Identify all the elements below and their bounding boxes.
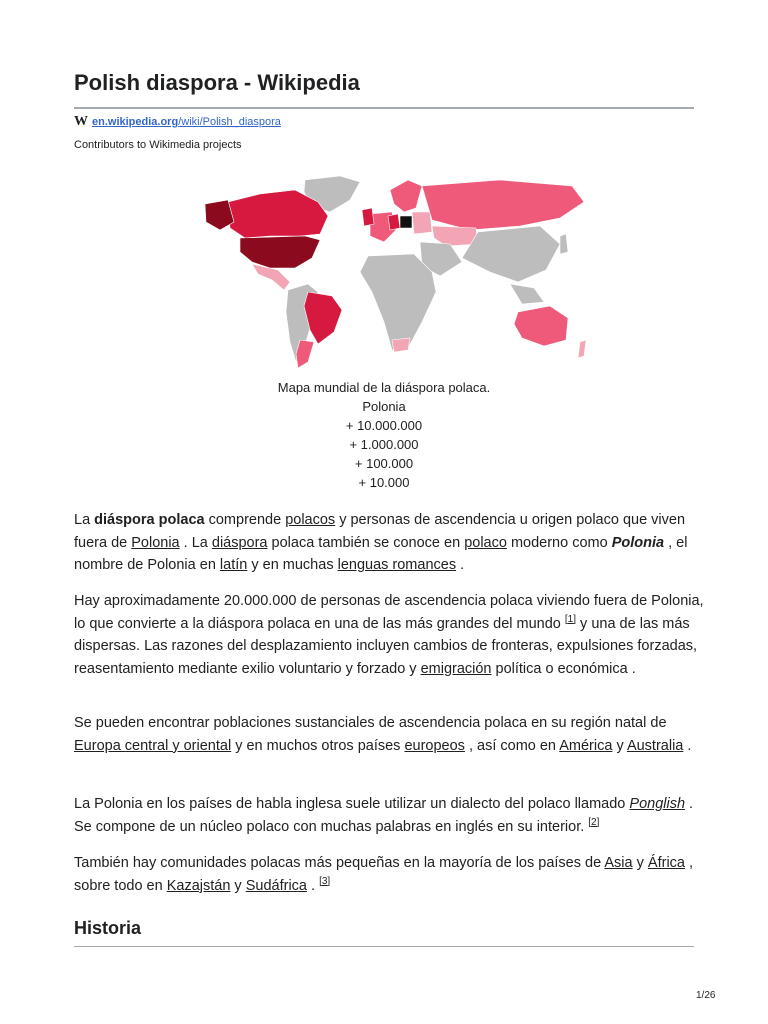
- link-kazajstan[interactable]: Kazajstán: [166, 877, 231, 894]
- paragraph-asia-africa: [74, 852, 704, 897]
- bold-term: diáspora polaca: [94, 512, 205, 528]
- map-southeast-asia: [510, 284, 544, 304]
- text: Se pueden encontrar poblaciones sustanciales de ascendencia polaca en su región natal de: [74, 715, 667, 731]
- link-africa[interactable]: África: [647, 855, 685, 871]
- text: , el nombre de Polonia en: [74, 534, 688, 573]
- link-america[interactable]: América: [559, 737, 613, 754]
- text: . La: [179, 534, 212, 551]
- link-polacos[interactable]: polacos: [285, 512, 336, 528]
- section-heading-historia: Historia: [74, 918, 142, 938]
- link-lenguas-romances[interactable]: lenguas romances: [337, 557, 457, 573]
- link-polonia[interactable]: Polonia: [131, 534, 180, 551]
- link-ponglish[interactable]: Ponglish: [629, 796, 686, 812]
- text: y en muchas: [247, 557, 338, 573]
- text: También hay comunidades polacas más pequeñas en la mayoría de los países de: [74, 855, 605, 871]
- map-argentina: [296, 340, 314, 368]
- paragraph-population: [74, 590, 704, 680]
- legend-10m: + 10.000.000: [345, 418, 423, 433]
- link-emigracion[interactable]: emigración: [420, 660, 492, 677]
- map-new-zealand: [578, 340, 586, 358]
- text: y una de las más dispersas. Las razones del desplazamiento incluyen cambios de fronteras, expulsiones forzadas, reasentamiento mediante exilio voluntario y forzado y: [74, 615, 698, 677]
- text: .: [683, 737, 692, 754]
- legend-100k: + 100.000: [354, 456, 414, 471]
- link-latin[interactable]: latín: [219, 557, 248, 573]
- link-sudafrica[interactable]: Sudáfrica: [245, 877, 307, 894]
- legend-10k: + 10.000: [358, 475, 410, 490]
- map-germany: [388, 214, 400, 230]
- section-divider: [74, 946, 694, 947]
- map-australia: [514, 306, 568, 346]
- paragraph-ponglish: [74, 793, 704, 838]
- bold-italic-term: Polonia: [611, 534, 665, 551]
- title-divider: [74, 107, 694, 109]
- reference-1[interactable]: [1]: [564, 613, 577, 625]
- source-path-link[interactable]: /wiki/Polish_diaspora: [178, 116, 281, 128]
- text: y: [230, 877, 246, 894]
- text: y personas de ascendencia u origen polaco que viven fuera de: [74, 512, 686, 551]
- source-domain-link[interactable]: en.wikipedia.org: [92, 116, 179, 128]
- world-map-image: [200, 172, 590, 372]
- map-uk: [362, 208, 374, 226]
- link-australia[interactable]: Australia: [626, 737, 684, 754]
- legend-1m: + 1.000.000: [349, 437, 419, 452]
- text: .: [456, 557, 465, 573]
- text: y: [632, 855, 648, 871]
- paragraph-intro: [74, 509, 704, 577]
- reference-3[interactable]: [3]: [319, 875, 331, 887]
- text: La: [74, 512, 95, 528]
- reference-2[interactable]: [2]: [588, 816, 600, 828]
- text: , sobre todo en: [74, 855, 694, 894]
- link-polaco[interactable]: polaco: [464, 534, 507, 551]
- text: La Polonia en los países de habla inglesa suele utilizar un dialecto del polaco llamado: [74, 796, 630, 812]
- text: política o económica .: [491, 660, 636, 677]
- legend-polonia: Polonia: [362, 399, 406, 414]
- text: moderno como: [506, 534, 612, 551]
- map-brazil: [304, 292, 342, 344]
- map-polonia: [400, 216, 412, 228]
- map-asia: [462, 226, 560, 282]
- map-japan: [560, 234, 568, 254]
- map-usa: [240, 236, 320, 268]
- caption-title: Mapa mundial de la diáspora polaca.: [277, 380, 491, 395]
- text: y: [612, 737, 627, 754]
- link-asia[interactable]: Asia: [604, 855, 633, 871]
- contributors-line: Contributors to Wikimedia projects: [74, 139, 242, 151]
- map-russia: [422, 180, 584, 230]
- text: y en muchos otros países: [231, 737, 405, 754]
- link-diaspora[interactable]: diáspora: [211, 534, 268, 551]
- text: .: [306, 877, 320, 894]
- text: comprende: [204, 512, 286, 528]
- link-europa-central-oriental[interactable]: Europa central y oriental: [74, 737, 232, 754]
- text: Hay aproximadamente 20.000.000 de personas de ascendencia polaca viviendo fuera de Polonia, lo que convierte a la diáspora polaca en una de las más grandes del mundo: [74, 593, 704, 632]
- source-line: [74, 114, 281, 130]
- page-title: Polish diaspora - Wikipedia: [74, 70, 360, 95]
- page-number: 1/26: [696, 990, 716, 1001]
- map-scandinavia: [390, 180, 422, 212]
- text: , así como en: [464, 737, 560, 754]
- text: . Se compone de un núcleo polaco con muchas palabras en inglés en su interior.: [74, 796, 694, 835]
- map-south-africa: [392, 338, 410, 352]
- link-europeos[interactable]: europeos: [404, 737, 465, 754]
- map-eastern-europe: [412, 212, 432, 234]
- text: polaca también se conoce en: [267, 534, 465, 551]
- map-caption: [74, 378, 694, 492]
- paragraph-regions: [74, 712, 704, 757]
- wikipedia-logo-icon: W: [74, 114, 88, 129]
- map-africa: [360, 254, 436, 350]
